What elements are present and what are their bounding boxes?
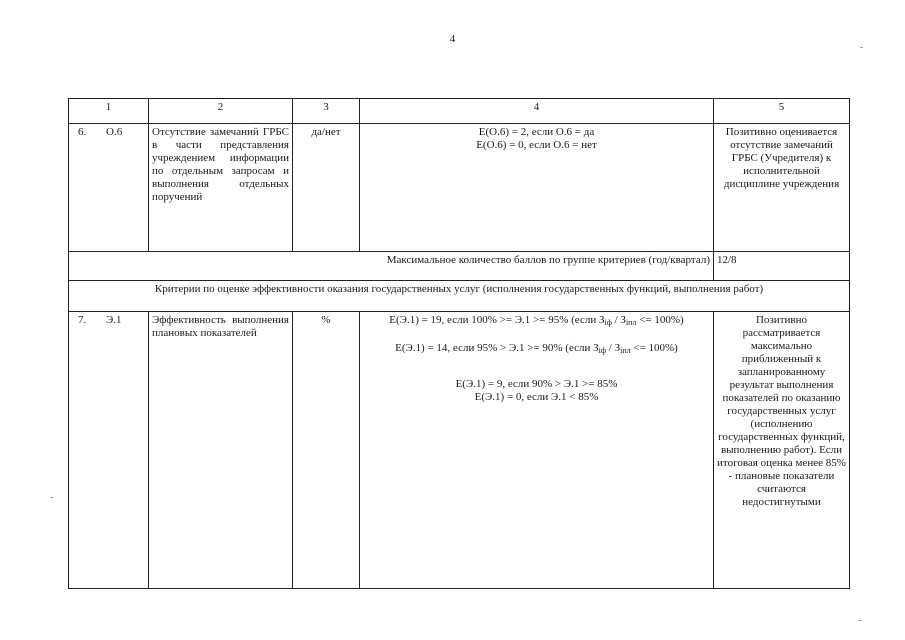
max-score-value: 12/8 xyxy=(714,252,850,281)
criterion-formula xyxy=(360,312,714,589)
column-header: 2 xyxy=(149,99,293,124)
row-number: 6. xyxy=(78,126,87,138)
criterion-unit: да/нет xyxy=(293,124,360,252)
max-score-label: Максимальное количество баллов по группе критериев (год/квартал) xyxy=(69,252,714,281)
scan-artifact xyxy=(858,620,861,621)
criterion-number-cell xyxy=(69,124,149,252)
criterion-code: О.6 xyxy=(106,126,123,138)
criterion-row-o6 xyxy=(69,124,850,252)
row-number: 7. xyxy=(78,314,87,326)
criterion-description: Отсутствие замечаний ГРБС в части представления учреждением информации по отдельным запросам и выполнения отдельных поручений xyxy=(149,124,293,252)
column-header: 3 xyxy=(293,99,360,124)
scan-artifact xyxy=(860,47,863,48)
criterion-code: Э.1 xyxy=(106,314,122,326)
max-score-row xyxy=(69,252,850,281)
criterion-formula xyxy=(360,124,714,252)
page-number: 4 xyxy=(449,33,456,45)
formula-line: Е(Э.1) = 0, если Э.1 < 85% xyxy=(474,391,599,403)
criterion-note: Позитивно рассматривается максимально приближенный к запланированному результат выполнения показателей по оказанию государственных услуг (исполнению государственных функций, выполнению работ). Если итоговая оценка менее 85% - плановые показатели считаются недостигнутыми xyxy=(714,312,850,589)
formula-line: Е(О.6) = 2, если О.6 = да xyxy=(478,126,595,138)
column-header: 5 xyxy=(714,99,850,124)
column-header-row xyxy=(69,99,850,124)
criterion-description: Эффективность выполнения плановых показателей xyxy=(149,312,293,589)
scan-artifact xyxy=(50,497,53,498)
formula-line: Е(О.6) = 0, если О.6 = нет xyxy=(476,139,597,151)
criterion-row-e1 xyxy=(69,312,850,589)
criterion-note: Позитивно оценивается отсутствие замечаний ГРБС (Учредителя) к исполнительной дисциплине учреждения xyxy=(714,124,850,252)
criteria-group-title: Критерии по оценке эффективности оказания государственных услуг (исполнения государственных функций, выполнения работ) xyxy=(69,281,850,312)
column-header: 4 xyxy=(360,99,714,124)
criteria-group-header-row xyxy=(69,281,850,312)
formula-line: Е(Э.1) = 9, если 90% > Э.1 >= 85% xyxy=(455,378,618,390)
criterion-number-cell xyxy=(69,312,149,589)
criterion-unit: % xyxy=(293,312,360,589)
criteria-table xyxy=(68,98,850,589)
column-header: 1 xyxy=(69,99,149,124)
formula-line: Е(Э.1) = 14, если 95% > Э.1 >= 90% (если $З_{iф} / З_{iпл} <= 100\%$) xyxy=(395,342,678,355)
formula-line: Е(Э.1) = 19, если 100% >= Э.1 >= 95% (если $З_{iф} / З_{iпл} <= 100\%$) xyxy=(389,314,684,327)
